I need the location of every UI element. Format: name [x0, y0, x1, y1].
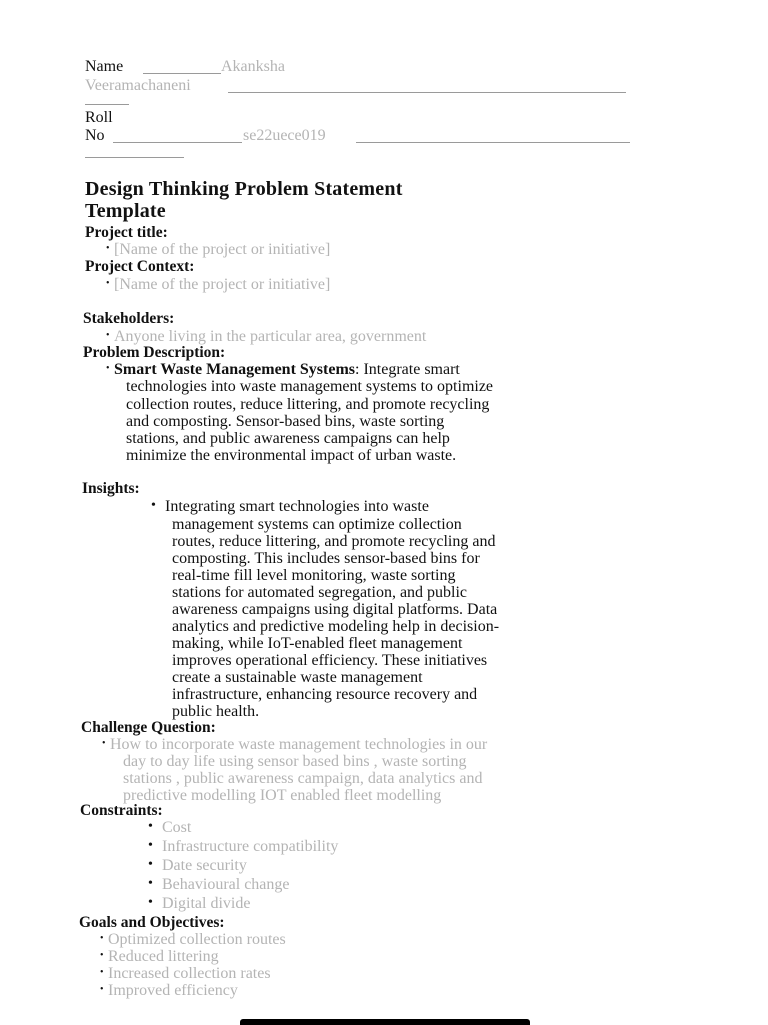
challenge-line: How to incorporate waste management technologies in our [110, 736, 488, 753]
goals-heading: Goals and Objectives: [79, 914, 225, 931]
page-title-line1: Design Thinking Problem Statement [85, 178, 403, 200]
goal-item: Reduced littering [108, 948, 219, 965]
goal-item: Improved efficiency [108, 982, 238, 999]
roll-label: Roll [85, 109, 113, 126]
bullet-dot: • [100, 950, 104, 961]
constraint-item: Infrastructure compatibility [162, 838, 339, 855]
bullet-dot: • [148, 838, 153, 853]
project-title-value: [Name of the project or initiative] [114, 241, 331, 258]
problem-lead-rest: : Integrate smart [355, 361, 460, 378]
bullet-dot: • [102, 738, 106, 749]
insights-line: awareness campaigns using digital platforms. Data [172, 601, 498, 618]
bullet-dot: • [148, 857, 153, 872]
insights-line: making, while IoT-enabled fleet management [172, 635, 463, 652]
insights-line: infrastructure, enhancing resource recovery and [172, 686, 478, 703]
name-label: Name [85, 58, 124, 75]
roll-underline-3 [85, 157, 184, 158]
constraint-item: Behavioural change [162, 876, 290, 893]
name-value-first: Akanksha [221, 58, 285, 75]
constraint-item: Date security [162, 857, 247, 874]
home-indicator-bar[interactable] [240, 1019, 530, 1025]
project-context-heading: Project Context: [85, 258, 195, 275]
roll-label-no: No [85, 127, 105, 144]
problem-description-line-1 [114, 361, 460, 378]
insights-line: analytics and predictive modeling help in decision- [172, 618, 500, 635]
name-value-last: Veeramachaneni [85, 77, 191, 94]
project-title-heading: Project title: [85, 224, 168, 241]
bullet-dot: • [106, 330, 110, 341]
insights-line: routes, reduce littering, and promote recycling and [172, 533, 496, 550]
challenge-line: day to day life using sensor based bins , waste sorting [123, 753, 467, 770]
insights-line: Integrating smart technologies into waste [165, 498, 429, 515]
challenge-line: stations , public awareness campaign, data analytics and [123, 770, 483, 787]
roll-underline-2 [356, 142, 630, 143]
constraints-heading: Constraints: [80, 802, 163, 819]
bullet-dot: • [148, 819, 153, 834]
problem-description-heading: Problem Description: [83, 344, 226, 361]
challenge-question-heading: Challenge Question: [81, 719, 216, 736]
insights-line: management systems can optimize collection [172, 516, 462, 533]
problem-description-line: collection routes, reduce littering, and promote recycling [126, 396, 490, 413]
roll-underline [113, 142, 242, 143]
problem-description-line: technologies into waste management systems to optimize [126, 378, 494, 395]
insights-line: public health. [172, 703, 260, 720]
page-title-line2: Template [85, 200, 166, 222]
bullet-dot: • [106, 243, 110, 254]
insights-line: stations for automated segregation, and public [172, 584, 468, 601]
name-underline-2 [228, 92, 626, 93]
constraint-item: Cost [162, 819, 192, 836]
bullet-dot: • [106, 278, 110, 289]
bullet-dot: • [148, 876, 153, 891]
roll-value: se22uece019 [243, 127, 326, 144]
challenge-line: predictive modelling IOT enabled fleet modelling [123, 787, 442, 804]
insights-line: create a sustainable waste management [172, 669, 423, 686]
problem-description-line: and composting. Sensor-based bins, waste sorting [126, 413, 445, 430]
bullet-dot: • [100, 984, 104, 995]
problem-description-line: minimize the environmental impact of urban waste. [126, 447, 457, 464]
insights-heading: Insights: [82, 480, 140, 497]
stakeholders-value: Anyone living in the particular area, government [114, 328, 427, 345]
insights-line: composting. This includes sensor-based bins for [172, 550, 480, 567]
project-context-value: [Name of the project or initiative] [114, 276, 331, 293]
bullet-dot: • [100, 967, 104, 978]
name-underline-3 [85, 104, 129, 105]
constraint-item: Digital divide [162, 895, 251, 912]
problem-lead-bold: Smart Waste Management Systems [114, 361, 356, 378]
stakeholders-heading: Stakeholders: [83, 310, 175, 327]
bullet-dot: • [106, 363, 110, 374]
bullet-dot: • [100, 933, 104, 944]
name-underline [143, 73, 221, 74]
bullet-dot: • [148, 895, 153, 910]
goal-item: Increased collection rates [108, 965, 271, 982]
problem-description-line: stations, and public awareness campaigns can help [126, 430, 450, 447]
bullet-dot: • [151, 498, 156, 513]
insights-line: improves operational efficiency. These initiatives [172, 652, 488, 669]
insights-line: real-time fill level monitoring, waste sorting [172, 567, 456, 584]
goal-item: Optimized collection routes [108, 931, 286, 948]
